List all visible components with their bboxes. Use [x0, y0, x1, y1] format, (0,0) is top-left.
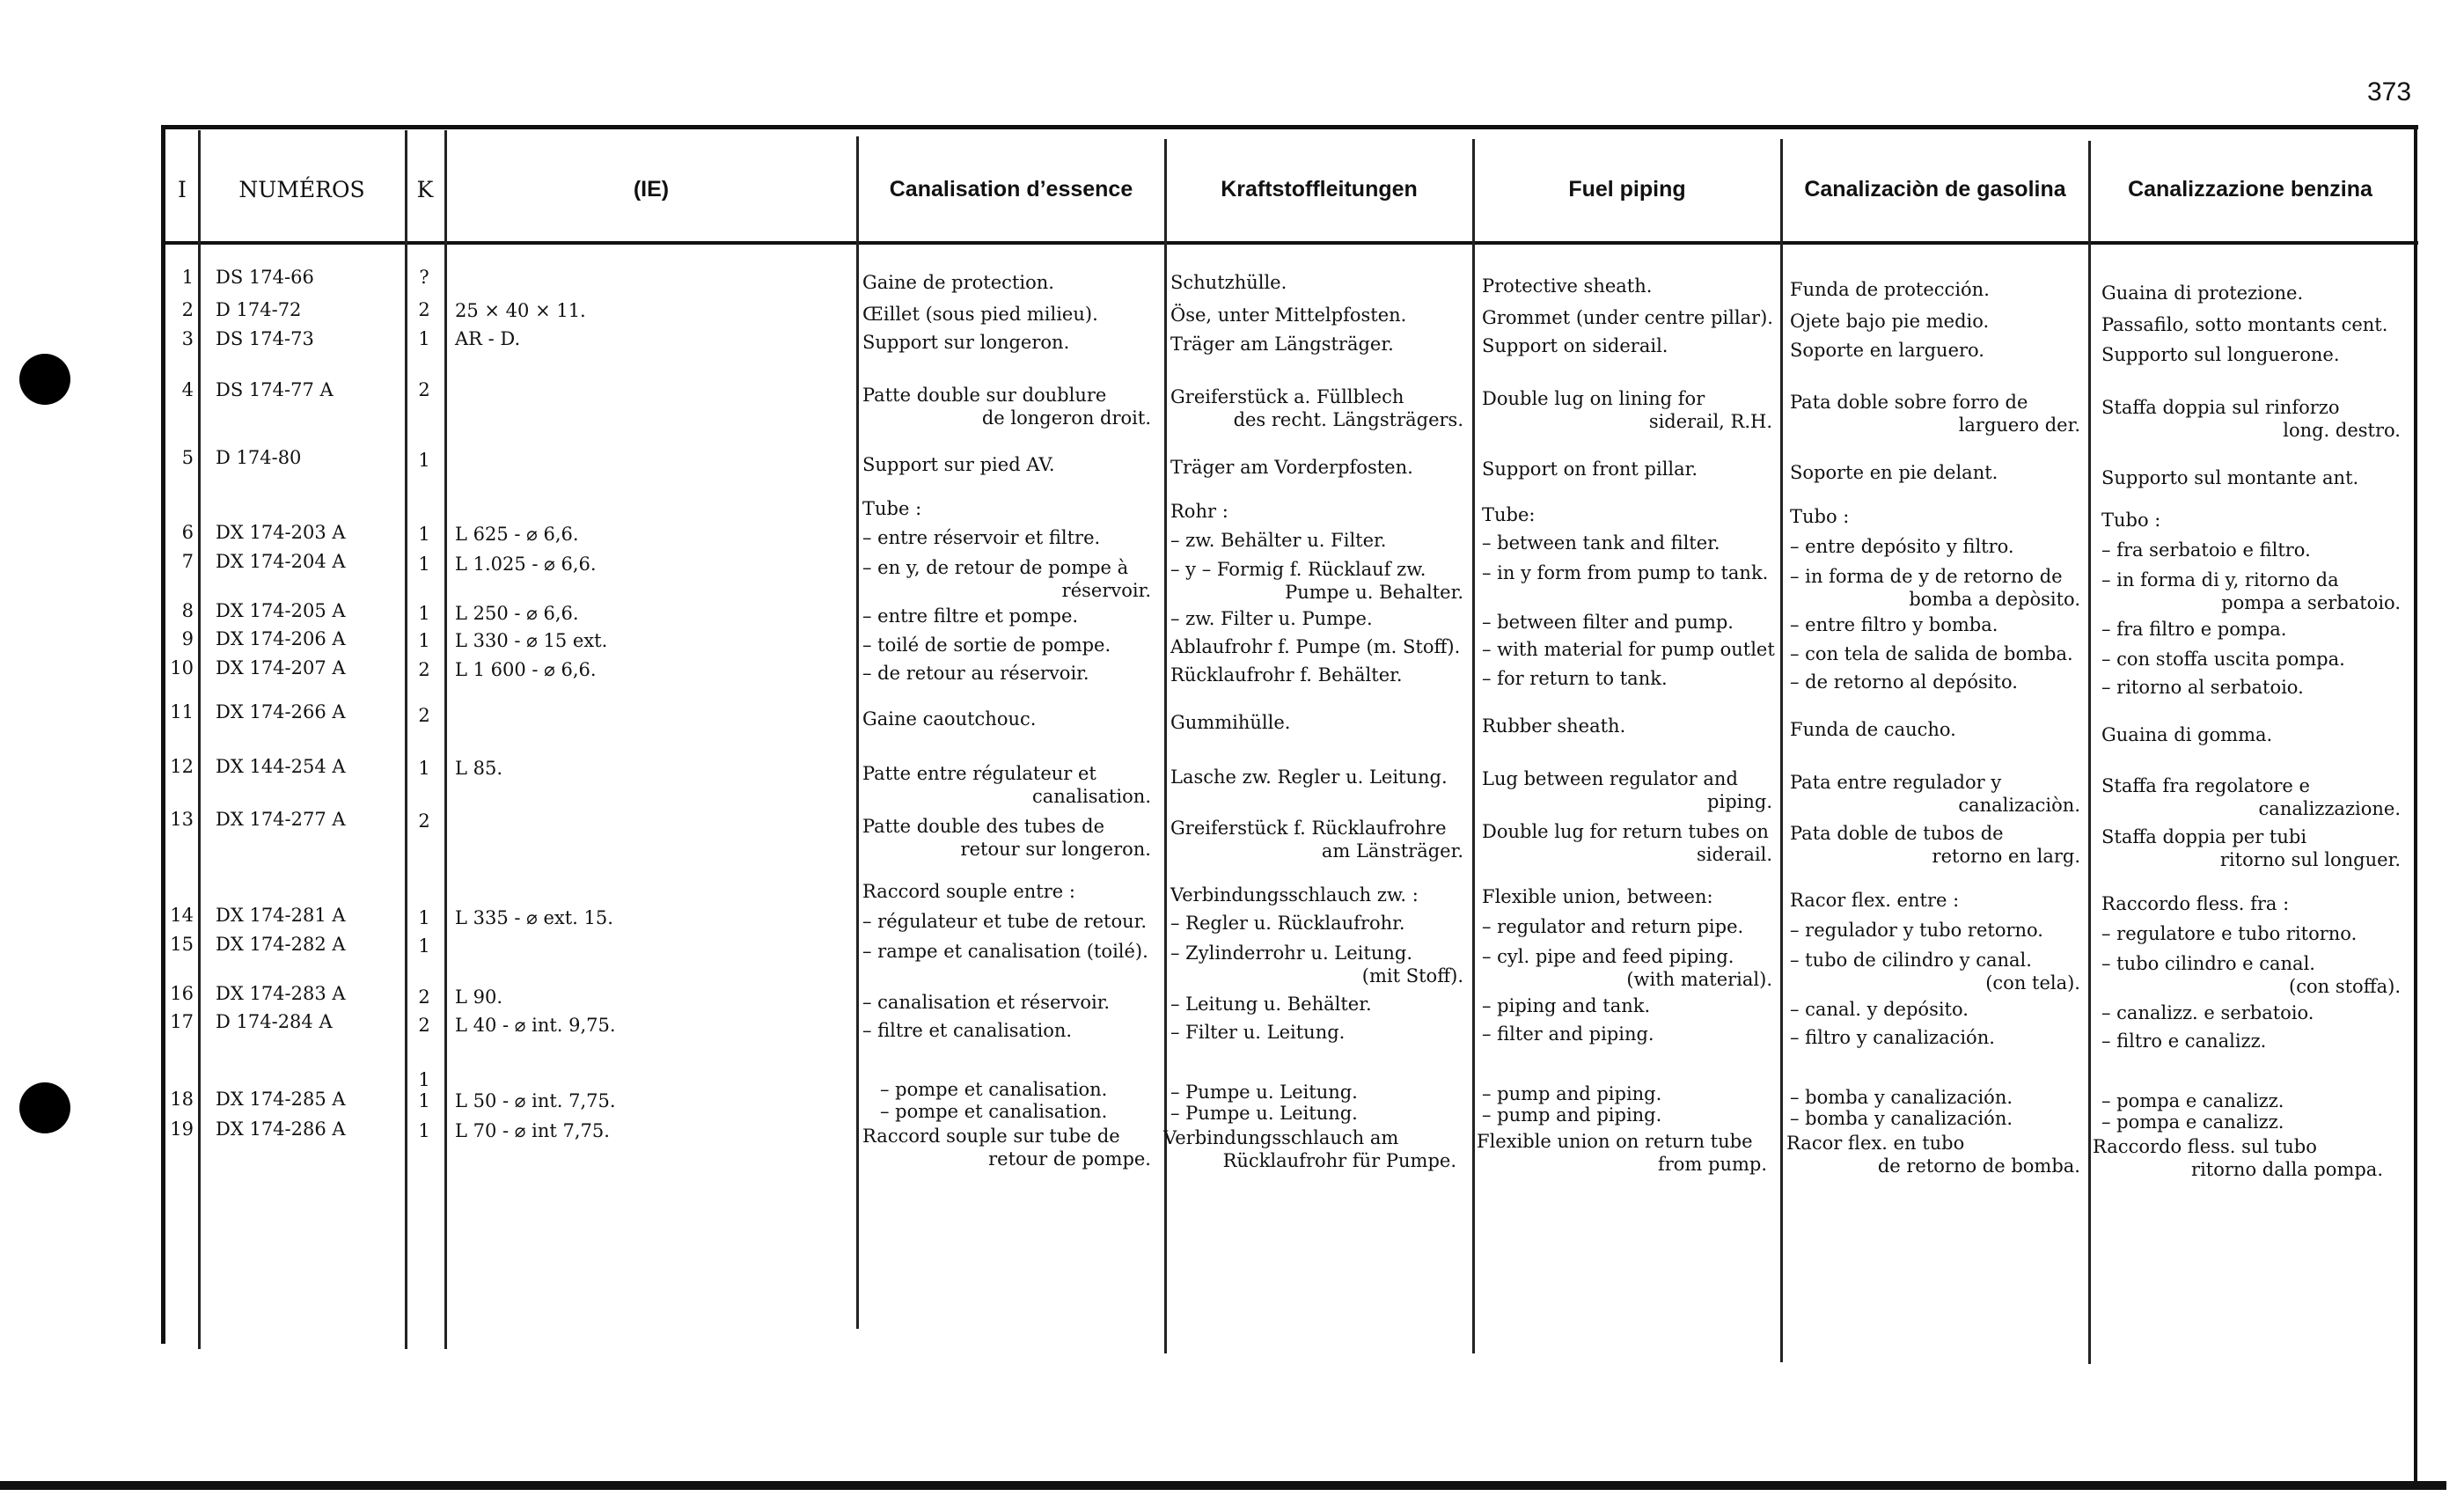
quantity: 1: [418, 450, 430, 471]
quantity: 1: [418, 554, 430, 575]
col-rule: [444, 130, 447, 1349]
quantity: 1: [418, 328, 430, 349]
italian-text: [2101, 396, 2401, 442]
quantity: ?: [419, 267, 429, 288]
spanish-text: – regulador y tubo retorno.: [1790, 920, 2043, 941]
header-english: Fuel piping: [1568, 176, 1686, 202]
line: Pata doble de tubos de: [1790, 823, 2004, 844]
line: Greiferstück f. Rücklaufrohre: [1170, 818, 1447, 839]
header-numbers: NUMÉROS: [238, 176, 365, 202]
line: Rücklaufrohr für Pumpe.: [1222, 1150, 1456, 1171]
german-text: Verbindungsschlauch zw. :: [1170, 884, 1419, 906]
line: – tubo de cilindro y canal.: [1790, 950, 2032, 971]
english-text: Tube:: [1482, 504, 1536, 525]
line: – in forma di y, ritorno da: [2101, 569, 2339, 590]
italian-text: Raccordo fless. fra :: [2101, 893, 2290, 914]
italian-text: [2101, 952, 2401, 998]
english-text: Flexible union, between:: [1482, 886, 1713, 907]
spanish-text: Racor flex. entre :: [1790, 890, 1960, 911]
quantity: 2: [418, 379, 430, 400]
line: Double lug for return tubes on: [1482, 821, 1769, 842]
english-text: – between filter and pump.: [1482, 612, 1734, 633]
spanish-text: – entre depósito y filtro.: [1790, 536, 2014, 557]
row-index: 3: [181, 328, 194, 349]
line: réservoir.: [1061, 580, 1151, 601]
line: Patte entre régulateur et: [862, 763, 1096, 784]
line: Greiferstück a. Füllblech: [1170, 386, 1404, 407]
quantity: 1: [418, 1090, 430, 1111]
spanish-text: – con tela de salida de bomba.: [1790, 643, 2073, 664]
ie-spec: L 90.: [455, 986, 503, 1008]
spanish-text: Soporte en pie delant.: [1790, 462, 1998, 483]
ie-spec: L 625 - ⌀ 6,6.: [455, 524, 579, 545]
ie-spec: L 85.: [455, 758, 503, 779]
italian-text: Tubo :: [2101, 510, 2161, 531]
french-text: – entre filtre et pompe.: [862, 605, 1079, 627]
part-number: DX 174-282 A: [216, 934, 346, 955]
german-text: [1163, 1126, 1456, 1172]
part-number: DS 174-77 A: [216, 379, 334, 400]
line: (con tela).: [1985, 972, 2080, 994]
french-text: Œillet (sous pied milieu).: [862, 304, 1098, 325]
header-french: Canalisation d’essence: [889, 176, 1133, 202]
english-text: – in y form from pump to tank.: [1482, 562, 1769, 583]
ie-spec: L 40 - ⌀ int. 9,75.: [455, 1015, 616, 1036]
line: Raccord souple sur tube de: [862, 1126, 1120, 1147]
spanish-text: – de retorno al depósito.: [1790, 671, 2018, 693]
header-k: K: [416, 176, 434, 202]
line: Racor flex. en tubo: [1786, 1133, 1965, 1154]
line: (con stoffa).: [2289, 976, 2401, 997]
english-text: – between tank and filter.: [1482, 532, 1720, 554]
line: larguero der.: [1958, 414, 2080, 436]
french-text: – de retour au réservoir.: [862, 663, 1089, 684]
italian-text: – pompa e canalizz.: [2101, 1111, 2284, 1133]
english-text: – filter and piping.: [1482, 1023, 1654, 1045]
spanish-text: – canal. y depósito.: [1790, 999, 1969, 1020]
line: Verbindungsschlauch am: [1163, 1127, 1399, 1148]
ie-spec: L 330 - ⌀ 15 ext.: [455, 630, 608, 651]
line: canalizaciòn.: [1958, 795, 2080, 816]
french-text: Raccord souple entre :: [862, 881, 1075, 902]
col-rule: [1472, 139, 1475, 1353]
line: Patte double sur doublure: [862, 385, 1107, 406]
part-number: DX 174-281 A: [216, 905, 346, 926]
german-text: [1170, 942, 1463, 987]
part-number: DX 174-285 A: [216, 1089, 346, 1110]
english-text: [1482, 820, 1772, 866]
german-text: [1170, 385, 1463, 431]
german-text: Träger am Längsträger.: [1170, 334, 1394, 355]
german-text: Rücklaufrohr f. Behälter.: [1170, 664, 1403, 686]
german-text: – zw. Behälter u. Filter.: [1170, 530, 1387, 551]
italian-text: – ritorno al serbatoio.: [2101, 677, 2304, 698]
line: retour sur longeron.: [960, 839, 1151, 860]
german-text: Lasche zw. Regler u. Leitung.: [1170, 766, 1448, 788]
ie-spec: AR - D.: [455, 328, 521, 349]
french-text: [862, 384, 1151, 429]
spanish-text: [1790, 949, 2080, 994]
line: Double lug on lining for: [1482, 388, 1705, 409]
line: siderail, R.H.: [1648, 411, 1772, 432]
french-text: [862, 1125, 1151, 1170]
italian-text: – con stoffa uscita pompa.: [2101, 649, 2345, 670]
row-index: 19: [170, 1118, 194, 1140]
row-index: 7: [181, 551, 194, 572]
spanish-text: – entre filtro y bomba.: [1790, 614, 1998, 635]
german-text: Schutzhülle.: [1170, 272, 1287, 293]
italian-text: [2093, 1135, 2383, 1181]
ie-spec: L 70 - ⌀ int 7,75.: [455, 1120, 610, 1141]
line: – Zylinderrohr u. Leitung.: [1170, 942, 1412, 964]
ie-spec: 25 × 40 × 11.: [455, 300, 586, 321]
line: Staffa doppia per tubi: [2101, 826, 2307, 847]
german-text: – Leitung u. Behälter.: [1170, 994, 1372, 1015]
german-text: – Pumpe u. Leitung.: [1170, 1103, 1358, 1124]
row-index: 14: [170, 905, 194, 926]
spanish-text: Ojete bajo pie medio.: [1790, 311, 1990, 332]
ie-spec: L 1 600 - ⌀ 6,6.: [455, 659, 597, 680]
part-number: D 174-72: [216, 299, 302, 320]
part-number: DS 174-73: [216, 328, 314, 349]
line: piping.: [1707, 791, 1772, 812]
header-spanish: Canalizaciòn de gasolina: [1804, 176, 2066, 202]
italian-text: [2101, 774, 2401, 820]
line: (mit Stoff).: [1361, 965, 1463, 986]
spanish-text: [1786, 1132, 2080, 1177]
french-text: – filtre et canalisation.: [862, 1020, 1073, 1041]
quantity: 1: [418, 907, 430, 928]
german-text: – Pumpe u. Leitung.: [1170, 1082, 1358, 1103]
line: bomba a depòsito.: [1909, 589, 2080, 610]
punch-hole-bottom: [19, 1082, 70, 1133]
english-text: – piping and tank.: [1482, 995, 1651, 1016]
english-text: [1482, 945, 1772, 991]
english-text: [1482, 387, 1772, 433]
punch-hole-top: [19, 354, 70, 405]
italian-text: – canalizz. e serbatoio.: [2101, 1002, 2314, 1023]
quantity: 2: [418, 659, 430, 680]
line: (with material).: [1626, 969, 1772, 990]
english-text: – regulator and return pipe.: [1482, 916, 1744, 937]
part-number: DX 174-207 A: [216, 657, 346, 678]
part-number: DX 174-266 A: [216, 701, 346, 722]
german-text: – Filter u. Leitung.: [1170, 1022, 1346, 1043]
row-index: 9: [181, 628, 194, 649]
line: – en y, de retour de pompe à: [862, 557, 1129, 578]
english-text: Support on siderail.: [1482, 335, 1668, 356]
frame-right-rule: [2414, 128, 2417, 1488]
italian-text: [2101, 568, 2401, 614]
italian-text: – regulatore e tubo ritorno.: [2101, 923, 2358, 944]
frame-bottom-rule: [0, 1481, 2446, 1490]
line: des recht. Längsträgers.: [1233, 409, 1463, 430]
spanish-text: [1790, 822, 2080, 868]
line: Raccordo fless. sul tubo: [2093, 1136, 2317, 1157]
italian-text: Guaina di gomma.: [2101, 724, 2273, 745]
french-text: Tube :: [862, 498, 922, 519]
line: Patte double des tubes de: [862, 816, 1105, 837]
part-number: DS 174-66: [216, 267, 314, 288]
italian-text: – pompa e canalizz.: [2101, 1090, 2284, 1111]
quantity: 2: [418, 810, 430, 832]
line: ritorno sul longuer.: [2219, 849, 2401, 870]
part-number: DX 144-254 A: [216, 756, 346, 777]
part-number: D 174-80: [216, 447, 302, 468]
header-rule: [161, 241, 2418, 245]
part-number: DX 174-277 A: [216, 809, 346, 830]
row-index: 12: [170, 756, 194, 777]
line: – tubo cilindro e canal.: [2101, 953, 2315, 974]
row-index: 1: [181, 267, 194, 288]
line: am Länsträger.: [1321, 840, 1463, 862]
line: pompa a serbatoio.: [2221, 592, 2401, 613]
italian-text: – fra serbatoio e filtro.: [2101, 539, 2311, 561]
row-index: 8: [181, 600, 194, 621]
english-text: – pump and piping.: [1482, 1104, 1662, 1126]
italian-text: Passafilo, sotto montants cent.: [2101, 314, 2388, 335]
part-number: D 174-284 A: [216, 1011, 333, 1032]
part-number: DX 174-206 A: [216, 628, 346, 649]
line: de retorno de bomba.: [1877, 1155, 2080, 1177]
english-text: Rubber sheath.: [1482, 715, 1626, 737]
row-index: 17: [170, 1011, 194, 1032]
header-italian: Canalizzazione benzina: [2128, 176, 2372, 202]
col-rule: [1780, 139, 1783, 1362]
line: Pumpe u. Behalter.: [1285, 582, 1463, 603]
quantity: 1: [418, 524, 430, 545]
english-text: [1477, 1130, 1767, 1176]
german-text: [1170, 558, 1463, 604]
line: retorno en larg.: [1932, 846, 2080, 867]
spanish-text: – bomba y canalización.: [1790, 1087, 2013, 1108]
french-text: – régulateur et tube de retour.: [862, 911, 1148, 932]
french-text: Gaine caoutchouc.: [862, 708, 1037, 730]
french-text: Support sur longeron.: [862, 332, 1070, 353]
english-text: – for return to tank.: [1482, 668, 1668, 689]
line: – y – Formig f. Rücklauf zw.: [1170, 559, 1426, 580]
row-index: 15: [170, 934, 194, 955]
german-text: [1170, 817, 1463, 862]
french-text: Gaine de protection.: [862, 272, 1054, 293]
row-index: 16: [170, 983, 194, 1004]
part-number: DX 174-204 A: [216, 551, 346, 572]
french-text: [862, 815, 1151, 861]
french-text: [862, 762, 1151, 808]
italian-text: Supporto sul montante ant.: [2101, 467, 2359, 488]
german-text: – Regler u. Rücklaufrohr.: [1170, 913, 1405, 934]
quantity: 2: [418, 705, 430, 726]
quantity: 2: [418, 986, 430, 1008]
col-rule: [2088, 141, 2091, 1364]
italian-text: Supporto sul longuerone.: [2101, 344, 2340, 365]
line: Staffa doppia sul rinforzo: [2101, 397, 2340, 418]
italian-text: Guaina di protezione.: [2101, 282, 2304, 304]
row-index: 18: [170, 1089, 194, 1110]
spanish-text: Funda de protección.: [1790, 279, 1990, 300]
english-text: [1482, 767, 1772, 813]
line: from pump.: [1657, 1154, 1767, 1175]
frame-top-rule: [161, 125, 2418, 129]
line: Lug between regulator and: [1482, 768, 1738, 789]
french-text: Support sur pied AV.: [862, 454, 1055, 475]
ie-spec: L 1.025 - ⌀ 6,6.: [455, 554, 597, 575]
quantity-extra: 1: [418, 1069, 430, 1090]
col-rule: [405, 130, 407, 1349]
row-index: 10: [170, 657, 194, 678]
row-index: 6: [181, 522, 194, 543]
quantity: 1: [418, 630, 430, 651]
header-german: Kraftstoffleitungen: [1221, 176, 1418, 202]
line: ritorno dalla pompa.: [2191, 1159, 2383, 1180]
page-number: 373: [2367, 77, 2412, 106]
quantity: 2: [418, 299, 430, 320]
col-rule: [856, 136, 859, 1329]
ie-spec: L 335 - ⌀ ext. 15.: [455, 907, 613, 928]
col-rule: [198, 130, 201, 1349]
line: long. destro.: [2283, 420, 2401, 441]
row-index: 5: [181, 447, 194, 468]
row-index: 4: [181, 379, 194, 400]
row-index: 11: [170, 701, 194, 722]
english-text: – pump and piping.: [1482, 1083, 1662, 1104]
german-text: – zw. Filter u. Pumpe.: [1170, 608, 1373, 629]
spanish-text: – filtro y canalización.: [1790, 1027, 1995, 1048]
part-number: DX 174-286 A: [216, 1118, 346, 1140]
part-number: DX 174-203 A: [216, 522, 346, 543]
spanish-text: [1790, 565, 2080, 611]
spanish-text: Soporte en larguero.: [1790, 340, 1984, 361]
german-text: Ablaufrohr f. Pumpe (m. Stoff).: [1170, 636, 1461, 657]
quantity: 2: [418, 1015, 430, 1036]
french-text: – rampe et canalisation (toilé).: [862, 941, 1148, 962]
row-index: 13: [170, 809, 194, 830]
quantity: 1: [418, 935, 430, 957]
line: Staffa fra regolatore e: [2101, 775, 2310, 796]
line: – cyl. pipe and feed piping.: [1482, 946, 1734, 967]
italian-text: – fra filtro e pompa.: [2101, 619, 2287, 640]
line: Pata doble sobre forro de: [1790, 392, 2028, 413]
line: Flexible union on return tube: [1477, 1131, 1753, 1152]
spanish-text: [1790, 771, 2080, 817]
line: canalisation.: [1031, 786, 1151, 807]
line: retour de pompe.: [988, 1148, 1151, 1170]
english-text: Protective sheath.: [1482, 275, 1653, 297]
italian-text: – filtro e canalizz.: [2101, 1030, 2267, 1052]
english-text: Support on front pillar.: [1482, 458, 1698, 480]
french-text: – toilé de sortie de pompe.: [862, 634, 1111, 656]
english-text: – with material for pump outlet: [1482, 639, 1775, 660]
header-index: I: [178, 176, 187, 202]
row-index: 2: [181, 299, 194, 320]
ie-spec: L 250 - ⌀ 6,6.: [455, 603, 579, 624]
english-text: Grommet (under centre pillar).: [1482, 307, 1773, 328]
spanish-text: – bomba y canalización.: [1790, 1108, 2013, 1129]
line: canalizzazione.: [2258, 798, 2401, 819]
french-text: – canalisation et réservoir.: [862, 992, 1111, 1013]
line: siderail.: [1696, 844, 1772, 865]
quantity: 1: [418, 603, 430, 624]
french-text: [862, 556, 1151, 602]
german-text: Gummihülle.: [1170, 712, 1291, 733]
french-text: – pompe et canalisation.: [880, 1101, 1108, 1122]
french-text: – entre réservoir et filtre.: [862, 527, 1101, 548]
quantity: 1: [418, 758, 430, 779]
quantity: 1: [418, 1120, 430, 1141]
german-text: Rohr :: [1170, 501, 1228, 522]
german-text: Öse, unter Mittelpfosten.: [1170, 304, 1407, 326]
german-text: Träger am Vorderpfosten.: [1170, 457, 1413, 478]
spanish-text: [1790, 391, 2080, 436]
french-text: – pompe et canalisation.: [880, 1079, 1108, 1100]
header-ie: (IE): [633, 176, 670, 202]
line: Pata entre regulador y: [1790, 772, 2002, 793]
italian-text: [2101, 825, 2401, 871]
spanish-text: Tubo :: [1790, 506, 1850, 527]
part-number: DX 174-283 A: [216, 983, 346, 1004]
ie-spec: L 50 - ⌀ int. 7,75.: [455, 1090, 616, 1111]
spanish-text: Funda de caucho.: [1790, 719, 1956, 740]
line: de longeron droit.: [981, 407, 1151, 429]
part-number: DX 174-205 A: [216, 600, 346, 621]
line: – in forma de y de retorno de: [1790, 566, 2063, 587]
